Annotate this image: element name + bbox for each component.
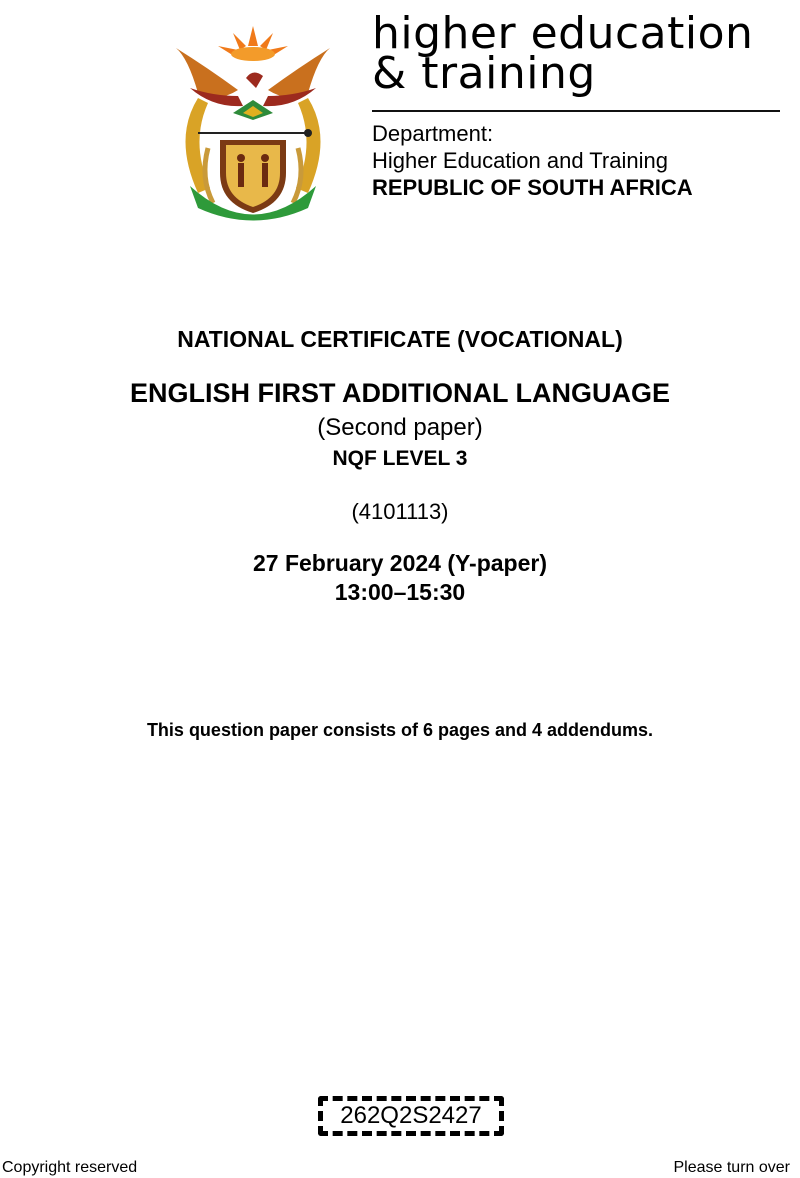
nqf-level: NQF LEVEL 3 — [332, 447, 468, 470]
footer-copyright: Copyright reserved — [2, 1159, 138, 1176]
brand-divider — [372, 110, 780, 112]
subject-code: (4101113) — [351, 499, 449, 524]
department-label: Department: — [372, 121, 494, 146]
paper-code-box: 262Q2S2427 — [318, 1096, 504, 1136]
exam-schedule — [0, 549, 800, 607]
exam-time: 13:00–15:30 — [334, 579, 466, 605]
country-name: REPUBLIC OF SOUTH AFRICA — [372, 175, 693, 200]
footer-turn-over: Please turn over — [673, 1159, 790, 1176]
coat-of-arms-icon — [168, 18, 338, 226]
brand-line-1: higher education — [372, 8, 754, 59]
subject-title: ENGLISH FIRST ADDITIONAL LANGUAGE — [130, 378, 670, 408]
department-name: Higher Education and Training — [372, 148, 668, 173]
certificate-title: NATIONAL CERTIFICATE (VOCATIONAL) — [177, 326, 623, 352]
paper-label: (Second paper) — [317, 414, 483, 441]
exam-date: 27 February 2024 (Y-paper) — [252, 550, 548, 576]
department-block — [372, 120, 693, 201]
brand-line-2: & training — [372, 48, 596, 99]
pages-note: This question paper consists of 6 pages and 4 addendums. — [146, 720, 654, 740]
brand-wordmark — [372, 8, 754, 99]
